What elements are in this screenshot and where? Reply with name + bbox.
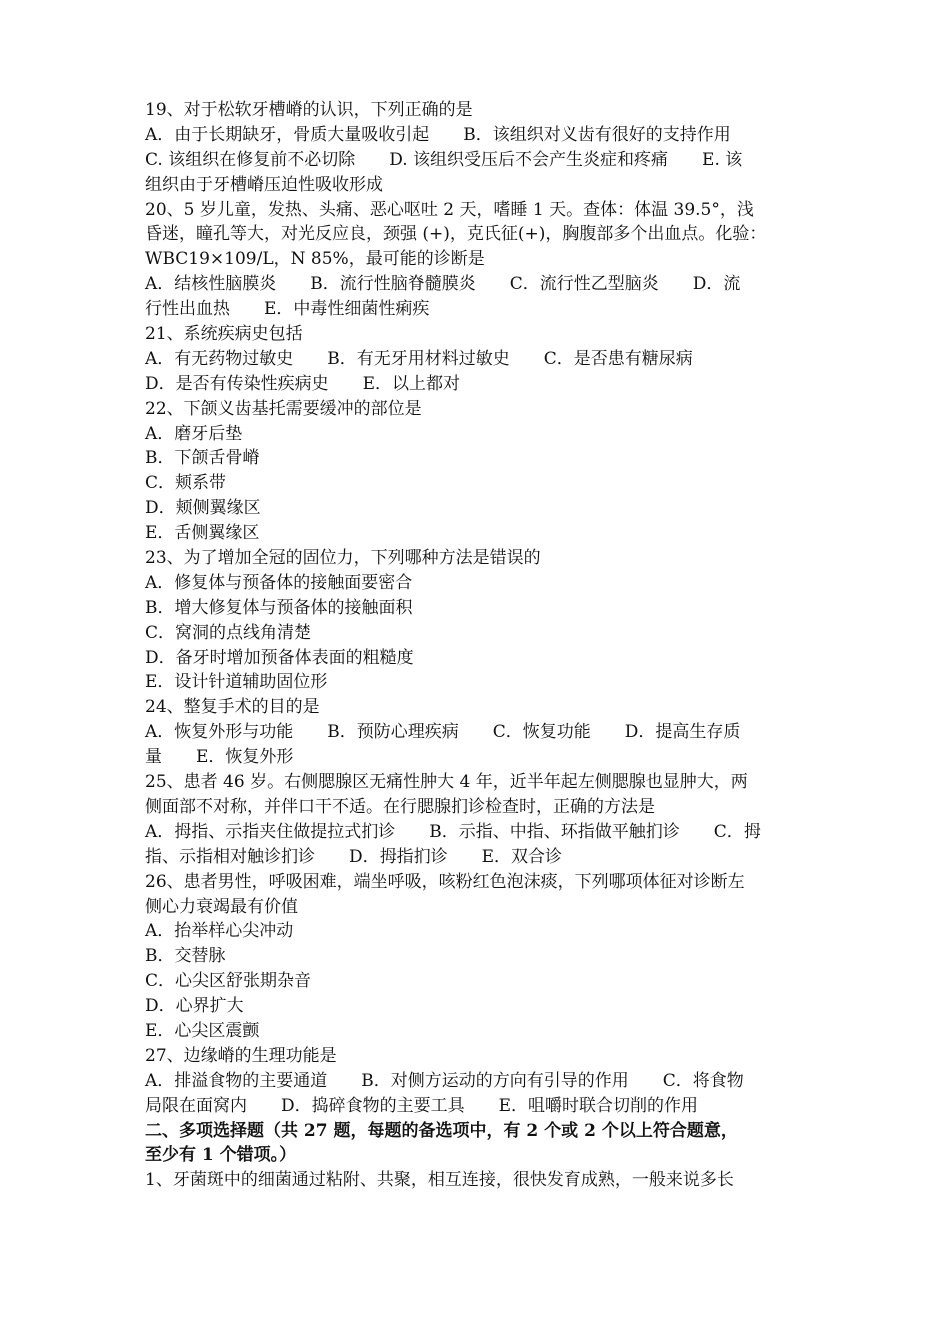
question-26-stem: 26、患者男性，呼吸困难，端坐呼吸，咳粉红色泡沫痰，下列哪项体征对诊断左: [145, 871, 745, 892]
question-19-options: C. 该组织在修复前不必切除 D. 该组织受压后不会产生炎症和疼痛 E. 该: [145, 149, 743, 170]
question-20-stem: 昏迷，瞳孔等大，对光反应良，颈强 (+)，克氏征(+)，胸腹部多个出血点。化验：: [145, 224, 767, 245]
question-21-stem: 21、系统疾病史包括: [145, 324, 303, 345]
question-25-stem: 侧面部不对称，并伴口干不适。在行腮腺扪诊检查时，正确的方法是: [145, 796, 655, 817]
question-22-stem: 22、下颌义齿基托需要缓冲的部位是: [145, 398, 422, 419]
question-25-stem: 25、患者 46 岁。右侧腮腺区无痛性肿大 4 年，近半年起左侧腮腺也显肿大，两: [145, 772, 748, 793]
question-26-option: C．心尖区舒张期杂音: [145, 971, 312, 992]
document-text: [145, 98, 813, 1193]
question-21-options: D．是否有传染性疾病史 E．以上都对: [145, 373, 461, 394]
question-23-option: C．窝洞的点线角清楚: [145, 622, 312, 643]
question-22-option: D．颊侧翼缘区: [145, 498, 261, 519]
question-19-options: A．由于长期缺牙，骨质大量吸收引起 B．该组织对义齿有很好的支持作用: [145, 124, 731, 145]
question-22-option: C．颊系带: [145, 473, 227, 494]
question-19-options: 组织由于牙槽嵴压迫性吸收形成: [145, 174, 383, 195]
question-19-stem: 19、对于松软牙槽嵴的认识，下列正确的是: [145, 100, 473, 120]
section-heading: 至少有 1 个错项。）: [145, 1145, 297, 1166]
question-20-stem: 20、5 岁儿童，发热、头痛、恶心呕吐 2 天，嗜睡 1 天。查体：体温 39.5°，浅: [145, 199, 754, 220]
question-26-option: A．抬举样心尖冲动: [145, 921, 294, 942]
question-26-option: B．交替脉: [145, 946, 226, 967]
question-25-options: A．拇指、示指夹住做提拉式扪诊 B．示指、中指、环指做平触扪诊 C．拇: [145, 821, 761, 842]
question-26-option: D．心界扩大: [145, 996, 244, 1017]
question-22-option: E．舌侧翼缘区: [145, 523, 260, 544]
question-27-options: 局限在面窝内 D．捣碎食物的主要工具 E．咀嚼时联合切削的作用: [145, 1095, 699, 1116]
question-27-stem: 27、边缘嵴的生理功能是: [145, 1045, 337, 1066]
section-heading: 二、多项选择题（共 27 题，每题的备选项中，有 2 个或 2 个以上符合题意，: [145, 1120, 738, 1141]
question-23-option: E．设计针道辅助固位形: [145, 672, 328, 693]
question-23-option: B．增大修复体与预备体的接触面积: [145, 597, 413, 618]
question-22-option: B．下颌舌骨嵴: [145, 448, 260, 469]
question-24-options: 量 E．恢复外形: [145, 747, 294, 768]
question-20-options: 行性出血热 E．中毒性细菌性痢疾: [145, 299, 430, 320]
question-23-option: D．备牙时增加预备体表面的粗糙度: [145, 647, 414, 668]
question-27-options: A．排溢食物的主要通道 B．对侧方运动的方向有引导的作用 C．将食物: [145, 1070, 744, 1091]
multi-question-1-stem: 1、牙菌斑中的细菌通过粘附、共聚，相互连接，很快发育成熟，一般来说多长: [145, 1170, 734, 1191]
question-25-options: 指、示指相对触诊扪诊 D．拇指扪诊 E．双合诊: [145, 846, 563, 867]
question-22-option: A．磨牙后垫: [145, 423, 243, 444]
question-20-stem: WBC19×109/L，N 85%，最可能的诊断是: [145, 249, 485, 270]
question-20-options: A．结核性脑膜炎 B．流行性脑脊髓膜炎 C．流行性乙型脑炎 D．流: [145, 274, 741, 295]
question-21-options: A．有无药物过敏史 B．有无牙用材料过敏史 C．是否患有糖尿病: [145, 348, 693, 369]
question-26-option: E．心尖区震颤: [145, 1020, 260, 1041]
question-23-stem: 23、为了增加全冠的固位力，下列哪种方法是错误的: [145, 548, 541, 569]
question-23-option: A．修复体与预备体的接触面要密合: [145, 572, 413, 593]
question-26-stem: 侧心力衰竭最有价值: [145, 896, 298, 917]
question-24-options: A．恢复外形与功能 B．预防心理疾病 C．恢复功能 D．提高生存质: [145, 722, 741, 743]
question-24-stem: 24、整复手术的目的是: [145, 697, 320, 718]
